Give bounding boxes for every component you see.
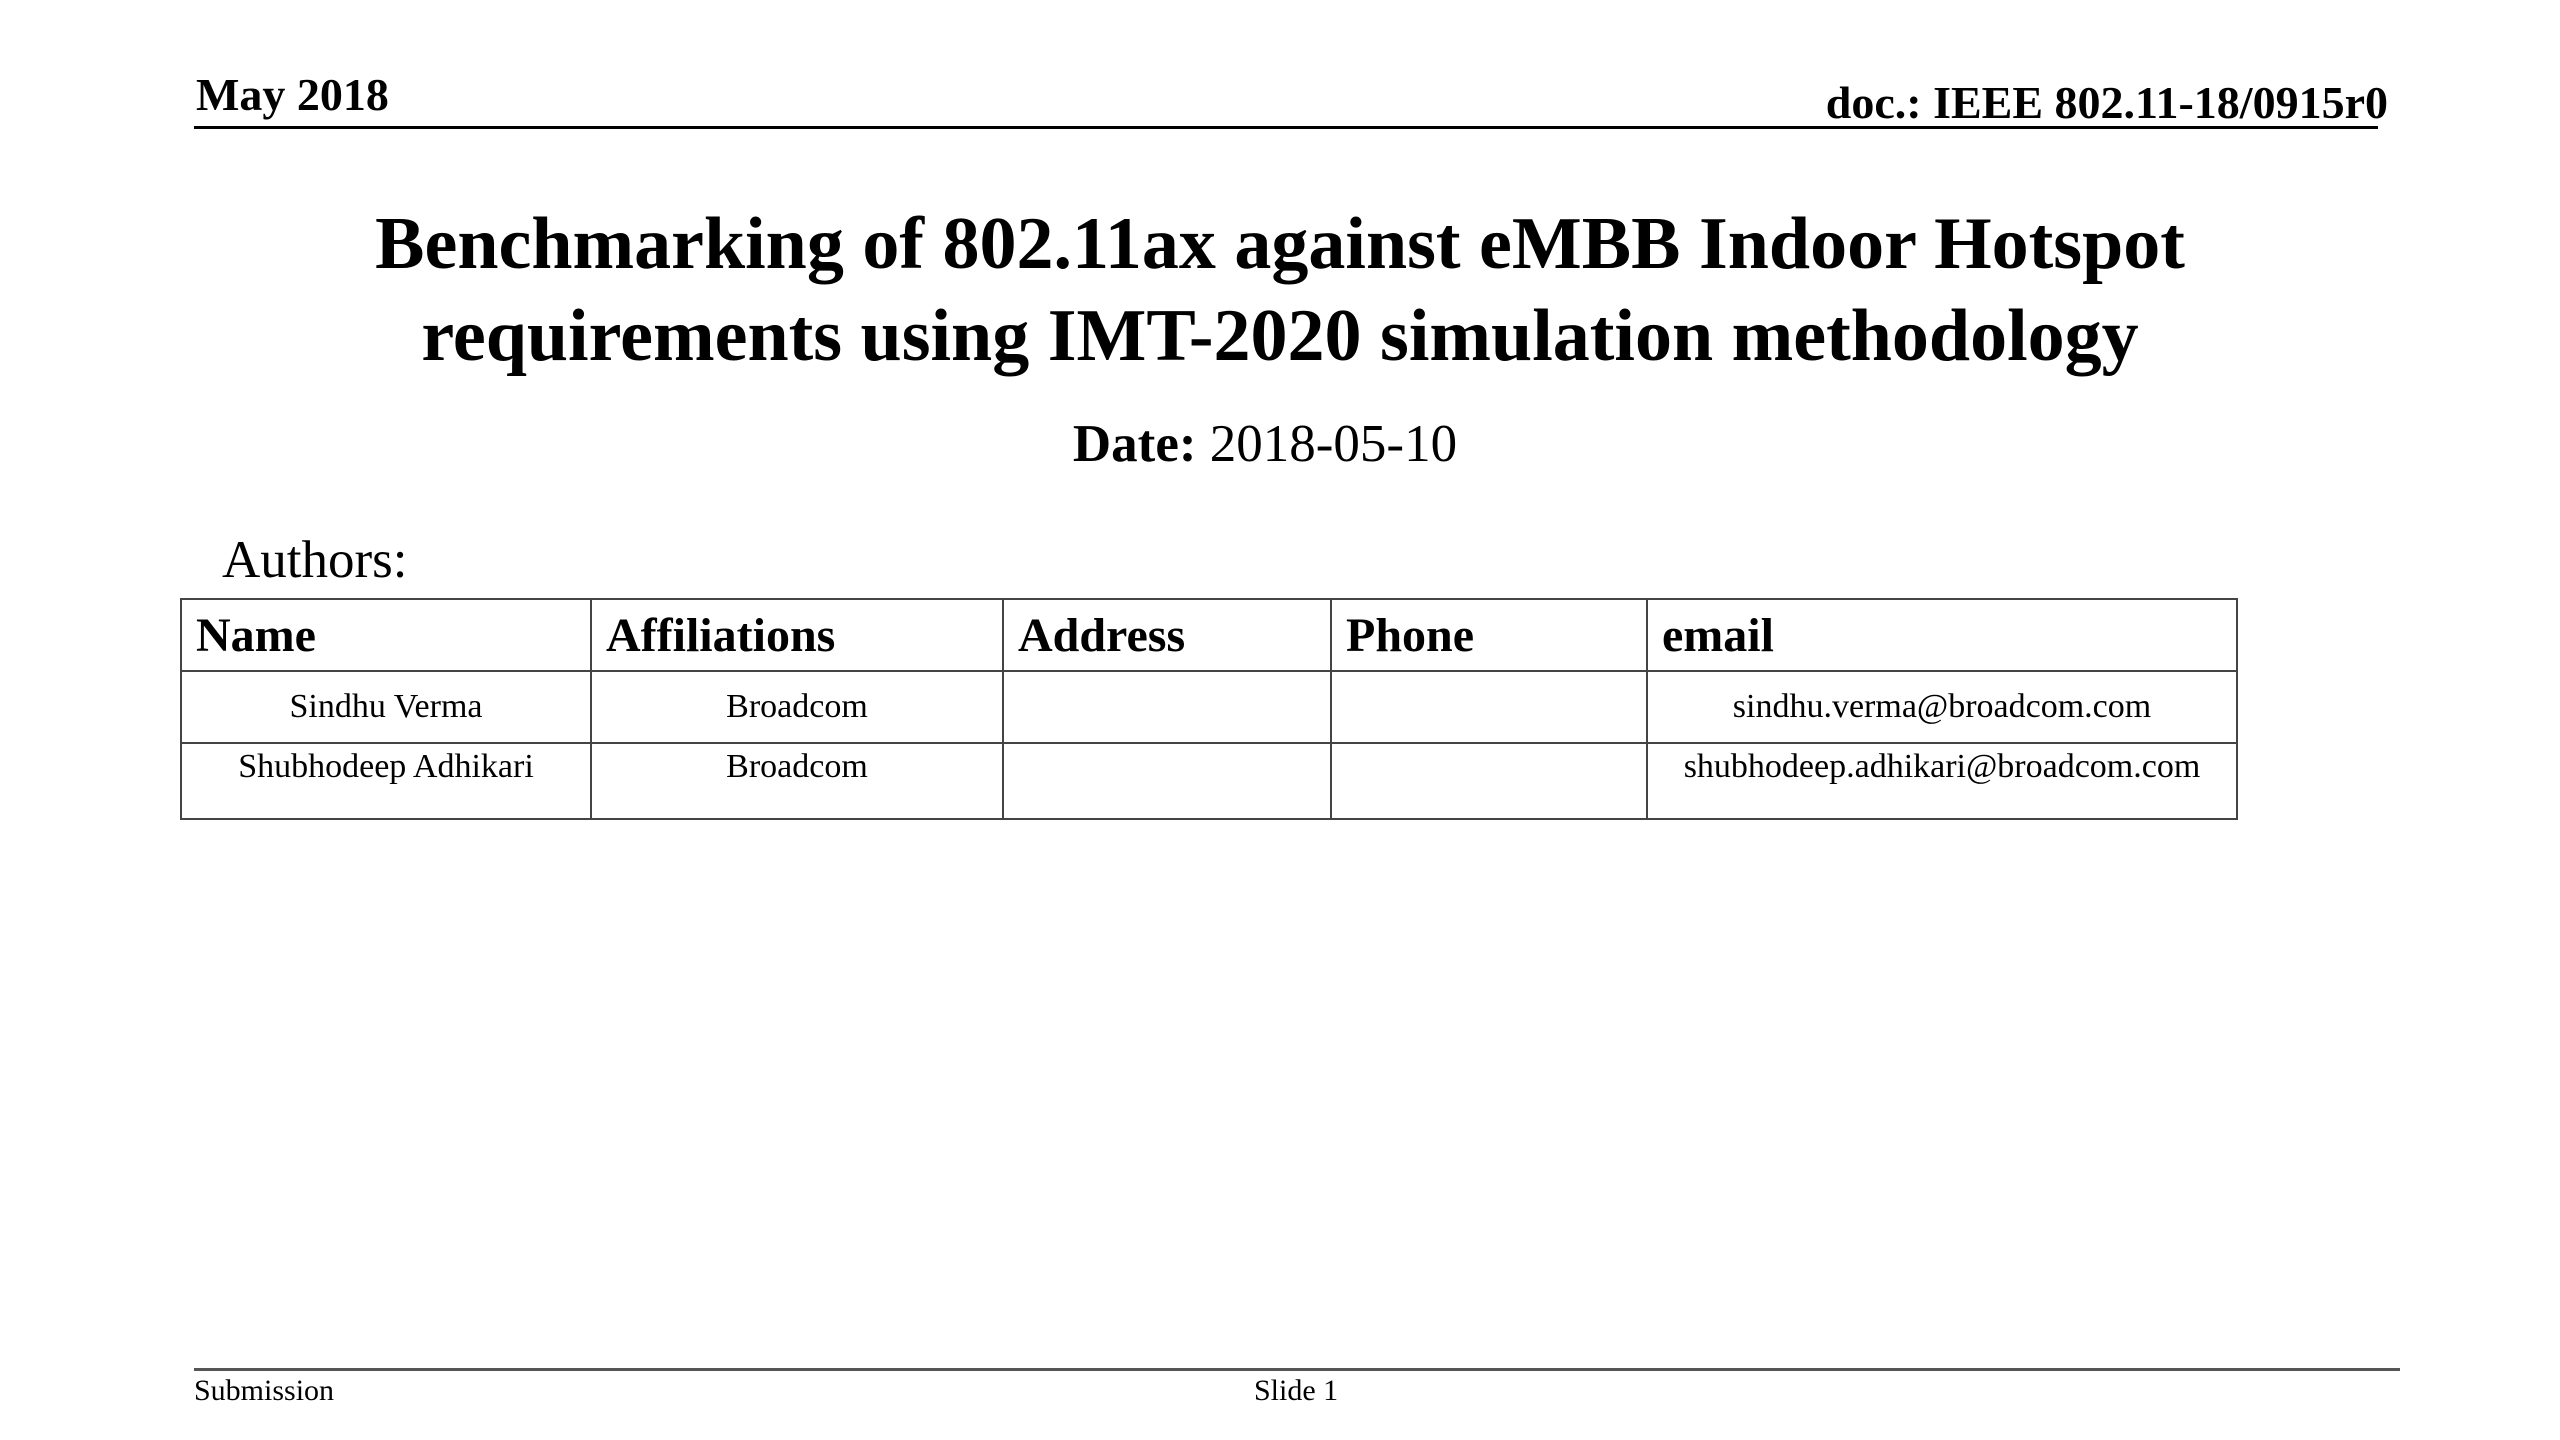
table-row bbox=[181, 671, 2237, 743]
date-value: 2018-05-10 bbox=[1209, 415, 1458, 473]
author-affiliation: Broadcom bbox=[591, 671, 1003, 743]
slide-title bbox=[0, 198, 2560, 382]
slide-title-line-2: requirements using IMT-2020 simulation methodology bbox=[421, 295, 2139, 377]
author-address bbox=[1003, 743, 1331, 819]
footer-divider bbox=[194, 1368, 2400, 1371]
author-name: Shubhodeep Adhikari bbox=[181, 743, 591, 819]
column-header-email: email bbox=[1647, 599, 2237, 671]
column-header-name: Name bbox=[181, 599, 591, 671]
date-line bbox=[0, 415, 2530, 473]
date-label: Date: bbox=[1072, 415, 1197, 473]
author-email: sindhu.verma@broadcom.com bbox=[1647, 671, 2237, 743]
column-header-address: Address bbox=[1003, 599, 1331, 671]
authors-label: Authors: bbox=[222, 531, 408, 589]
column-header-phone: Phone bbox=[1331, 599, 1647, 671]
author-address bbox=[1003, 671, 1331, 743]
author-name: Sindhu Verma bbox=[181, 671, 591, 743]
column-header-affiliations: Affiliations bbox=[591, 599, 1003, 671]
author-phone bbox=[1331, 671, 1647, 743]
author-affiliation: Broadcom bbox=[591, 743, 1003, 819]
footer-submission: Submission bbox=[194, 1374, 335, 1407]
header-divider bbox=[194, 126, 2378, 129]
footer-slide-number: Slide 1 bbox=[1254, 1374, 1339, 1407]
header-doc-id: doc.: IEEE 802.11-18/0915r0 bbox=[1825, 77, 2388, 128]
author-email: shubhodeep.adhikari@broadcom.com bbox=[1647, 743, 2237, 819]
table-header-row bbox=[181, 599, 2237, 671]
table-row bbox=[181, 743, 2237, 819]
header-date: May 2018 bbox=[196, 69, 389, 120]
author-phone bbox=[1331, 743, 1647, 819]
slide-title-line-1: Benchmarking of 802.11ax against eMBB Indoor Hotspot bbox=[375, 203, 2185, 285]
authors-table bbox=[180, 598, 2238, 820]
